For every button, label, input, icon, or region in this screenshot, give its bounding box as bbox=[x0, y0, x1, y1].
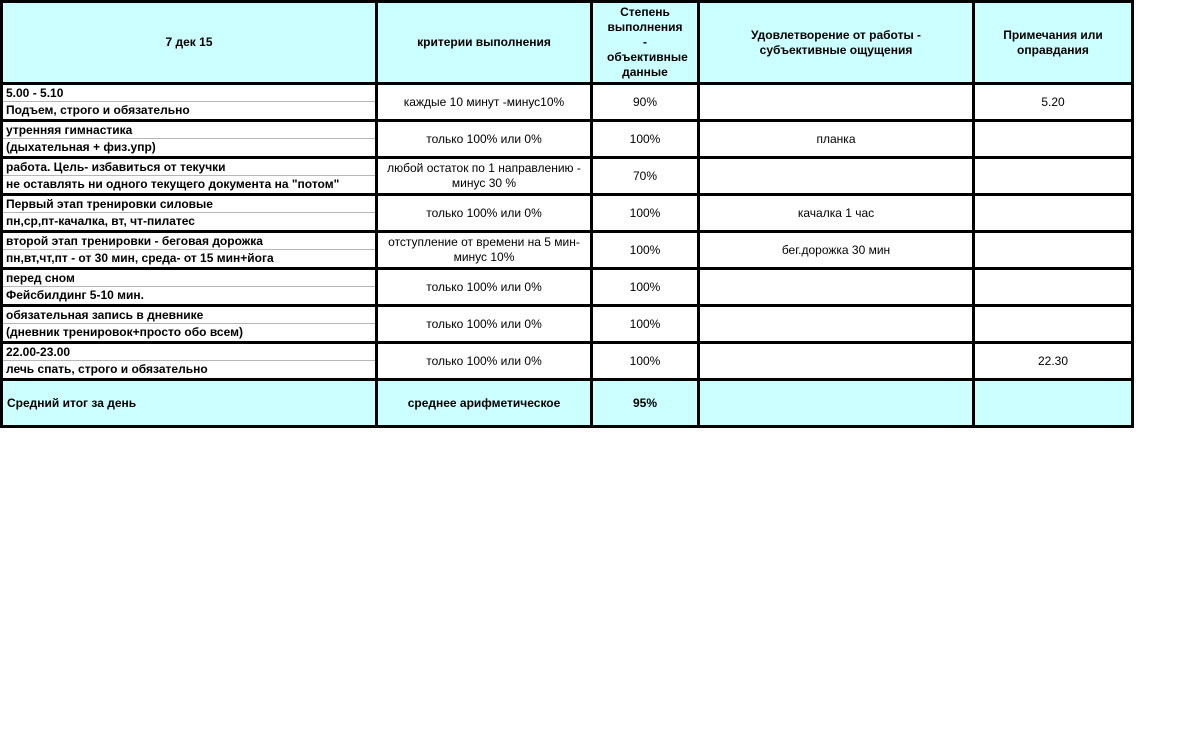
task-cell bbox=[2, 269, 377, 306]
table-row bbox=[2, 195, 1133, 232]
table-row bbox=[2, 158, 1133, 195]
notes-cell: 5.20 bbox=[974, 84, 1133, 121]
satisfaction-cell bbox=[699, 269, 974, 306]
degree-cell: 100% bbox=[592, 343, 699, 380]
summary-label: Средний итог за день bbox=[2, 380, 377, 427]
degree-cell: 100% bbox=[592, 232, 699, 269]
task-time: 22.00-23.00 bbox=[3, 344, 375, 361]
satisfaction-cell: бег.дорожка 30 мин bbox=[699, 232, 974, 269]
degree-cell: 100% bbox=[592, 195, 699, 232]
table-row bbox=[2, 269, 1133, 306]
table-row bbox=[2, 84, 1133, 121]
task-cell bbox=[2, 232, 377, 269]
table-row bbox=[2, 121, 1133, 158]
task-cell bbox=[2, 343, 377, 380]
summary-degree: 95% bbox=[592, 380, 699, 427]
degree-cell: 90% bbox=[592, 84, 699, 121]
task-description: лечь спать, строго и обязательно bbox=[6, 362, 208, 376]
summary-row bbox=[2, 380, 1133, 427]
criteria-cell: только 100% или 0% bbox=[377, 269, 592, 306]
task-cell bbox=[2, 306, 377, 343]
task-cell bbox=[2, 121, 377, 158]
task-time: работа. Цель- избавиться от текучки bbox=[3, 159, 375, 176]
summary-satisfaction bbox=[699, 380, 974, 427]
task-time: второй этап тренировки - беговая дорожка bbox=[3, 233, 375, 250]
notes-cell bbox=[974, 158, 1133, 195]
satisfaction-cell: планка bbox=[699, 121, 974, 158]
task-cell bbox=[2, 84, 377, 121]
criteria-cell: каждые 10 минут -минус10% bbox=[377, 84, 592, 121]
task-description: (дыхательная + физ.упр) bbox=[6, 140, 156, 154]
task-description: Фейсбилдинг 5-10 мин. bbox=[6, 288, 144, 302]
header-row bbox=[2, 2, 1133, 84]
satisfaction-cell bbox=[699, 306, 974, 343]
notes-cell: 22.30 bbox=[974, 343, 1133, 380]
task-time: обязательная запись в дневнике bbox=[3, 307, 375, 324]
criteria-cell: только 100% или 0% bbox=[377, 343, 592, 380]
notes-cell bbox=[974, 269, 1133, 306]
header-criteria: критерии выполнения bbox=[377, 2, 592, 84]
satisfaction-cell bbox=[699, 343, 974, 380]
header-date: 7 дек 15 bbox=[2, 2, 377, 84]
criteria-cell: только 100% или 0% bbox=[377, 121, 592, 158]
table-row bbox=[2, 232, 1133, 269]
degree-cell: 100% bbox=[592, 269, 699, 306]
satisfaction-cell bbox=[699, 158, 974, 195]
task-description: пн,вт,чт,пт - от 30 мин, среда- от 15 мин+йога bbox=[6, 251, 274, 265]
satisfaction-cell: качалка 1 час bbox=[699, 195, 974, 232]
table-row bbox=[2, 343, 1133, 380]
criteria-cell: отступление от времени на 5 мин- минус 10% bbox=[377, 232, 592, 269]
notes-cell bbox=[974, 195, 1133, 232]
criteria-cell: любой остаток по 1 направлению - минус 30 % bbox=[377, 158, 592, 195]
header-notes: Примечания или оправдания bbox=[974, 2, 1133, 84]
notes-cell bbox=[974, 121, 1133, 158]
table-row bbox=[2, 306, 1133, 343]
header-satisfaction: Удовлетворение от работы - субъективные ощущения bbox=[699, 2, 974, 84]
task-time: Первый этап тренировки силовые bbox=[3, 196, 375, 213]
task-time: перед сном bbox=[3, 270, 375, 287]
task-description: не оставлять ни одного текущего документа на "потом" bbox=[6, 177, 340, 191]
summary-criteria: среднее арифметическое bbox=[377, 380, 592, 427]
task-cell bbox=[2, 158, 377, 195]
task-time: 5.00 - 5.10 bbox=[3, 85, 375, 102]
degree-cell: 100% bbox=[592, 306, 699, 343]
criteria-cell: только 100% или 0% bbox=[377, 306, 592, 343]
task-description: Подъем, строго и обязательно bbox=[6, 103, 190, 117]
task-description: пн,ср,пт-качалка, вт, чт-пилатес bbox=[6, 214, 195, 228]
notes-cell bbox=[974, 232, 1133, 269]
degree-cell: 100% bbox=[592, 121, 699, 158]
header-degree: Степень выполнения - объективные данные bbox=[592, 2, 699, 84]
task-cell bbox=[2, 195, 377, 232]
satisfaction-cell bbox=[699, 84, 974, 121]
criteria-cell: только 100% или 0% bbox=[377, 195, 592, 232]
summary-notes bbox=[974, 380, 1133, 427]
notes-cell bbox=[974, 306, 1133, 343]
task-description: (дневник тренировок+просто обо всем) bbox=[6, 325, 243, 339]
task-time: утренняя гимнастика bbox=[3, 122, 375, 139]
degree-cell: 70% bbox=[592, 158, 699, 195]
